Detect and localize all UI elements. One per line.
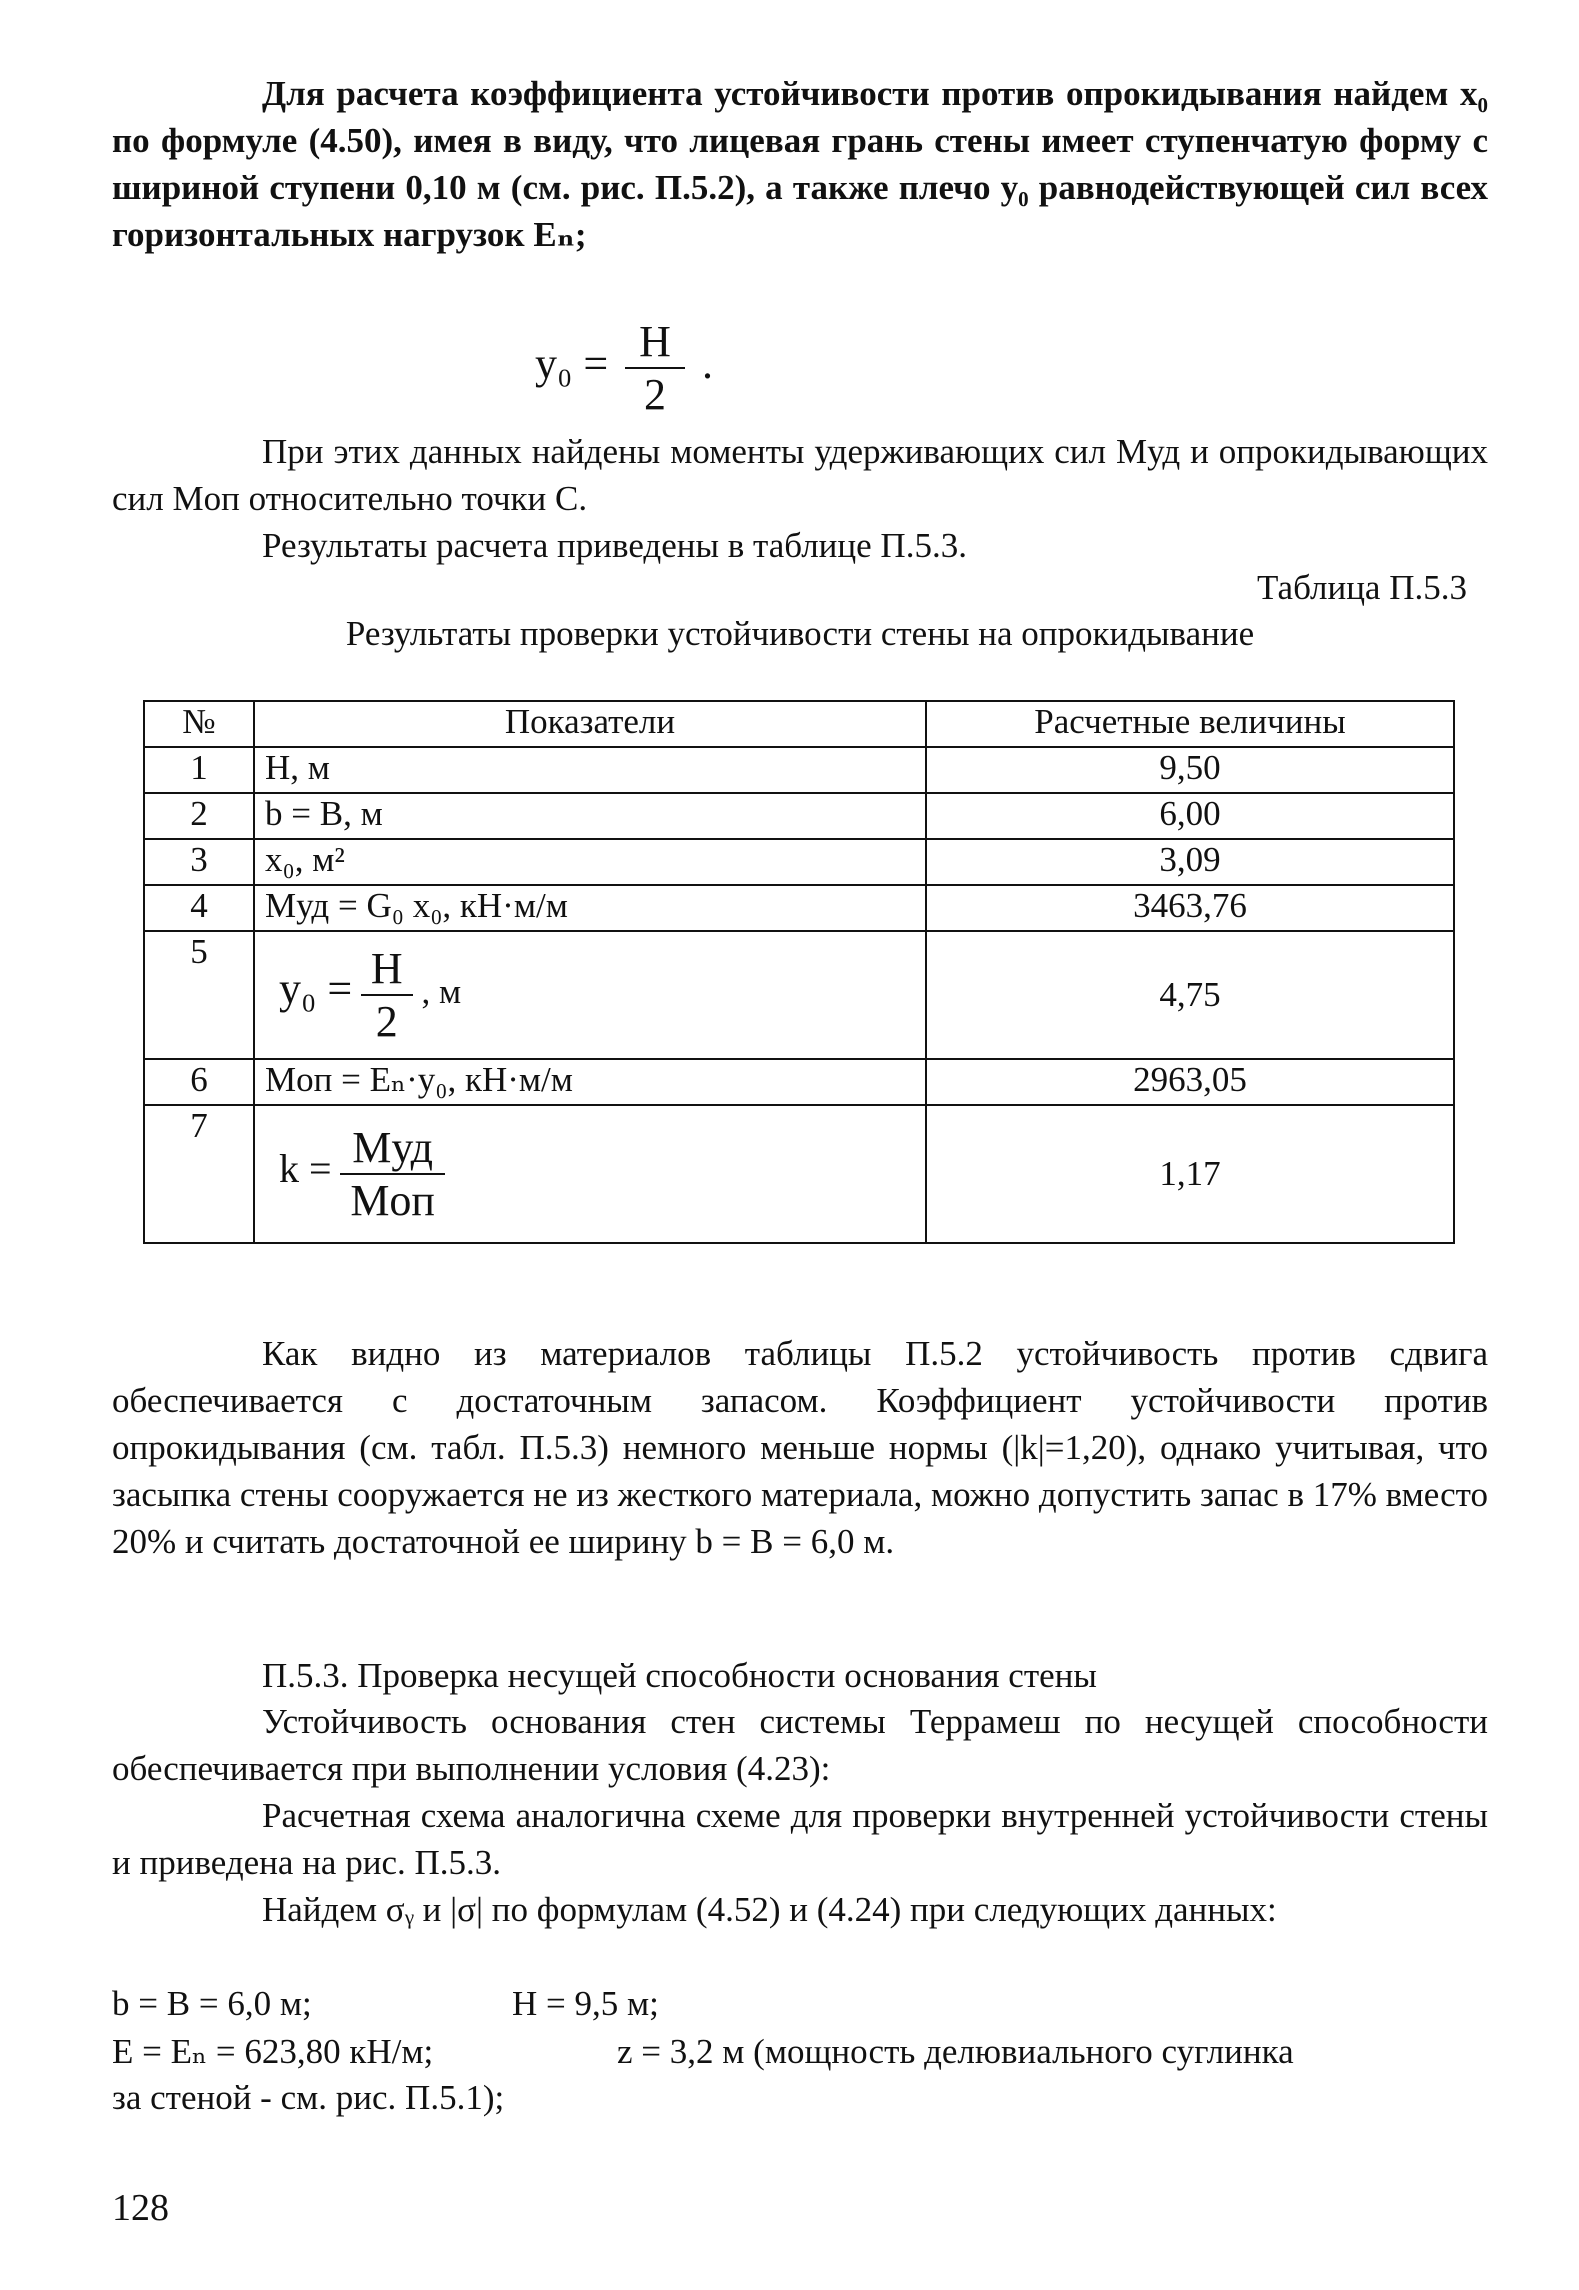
formula-lhs: y₀ = (535, 339, 609, 389)
formula-unit: , м (421, 972, 462, 1012)
row-number: 7 (144, 1105, 254, 1243)
formula-numerator: H (361, 943, 413, 996)
row-number: 6 (144, 1059, 254, 1105)
data-b: b = B = 6,0 м; (112, 1984, 312, 2023)
row-number: 2 (144, 793, 254, 839)
results-table (143, 700, 1455, 1244)
data-line-1 (112, 1980, 1488, 2027)
row-indicator: Mоп = Eₙ·y₀, кН·м/м (254, 1059, 926, 1105)
row-indicator: b = B, м (254, 793, 926, 839)
row-value: 9,50 (926, 747, 1454, 793)
section-heading: П.5.3. Проверка несущей способности основания стены (262, 1656, 1097, 1695)
row-number: 3 (144, 839, 254, 885)
formula-numerator: H (625, 316, 685, 369)
formula-y0 (535, 316, 713, 420)
row-indicator: x₀, м² (254, 839, 926, 885)
row-indicator-formula (254, 931, 926, 1059)
table-row (144, 885, 1454, 931)
page-number: 128 (112, 2187, 169, 2229)
table-row (144, 747, 1454, 793)
row-value: 6,00 (926, 793, 1454, 839)
formula-denominator: 2 (375, 997, 398, 1046)
header-number: № (144, 701, 254, 747)
data-line-2 (112, 2028, 1488, 2075)
table-row (144, 1059, 1454, 1105)
row-value: 1,17 (926, 1105, 1454, 1243)
paragraph-6: Расчетная схема аналогична схеме для проверки внутренней устойчивости стены и приведена на рис. П.5.3. (112, 1796, 1488, 1882)
table-row (144, 793, 1454, 839)
data-line-3: за стеной - см. рис. П.5.1); (112, 2078, 505, 2117)
row-number: 1 (144, 747, 254, 793)
data-h: H = 9,5 м; (512, 1984, 659, 2023)
paragraph-2: При этих данных найдены моменты удерживающих сил Mуд и опрокидывающих сил Mоп относительно точки С. (112, 432, 1488, 518)
formula-tail: . (701, 339, 713, 389)
paragraph-3: Результаты расчета приведены в таблице П.5.3. (262, 526, 967, 565)
formula-numerator: Mуд (340, 1122, 445, 1175)
formula-denominator: Mоп (350, 1176, 435, 1225)
paragraph-7: Найдем σᵧ и |σ| по формулам (4.52) и (4.24) при следующих данных: (262, 1890, 1277, 1929)
data-e: E = Eₙ = 623,80 кН/м; (112, 2032, 434, 2071)
table-row (144, 839, 1454, 885)
formula-fraction (340, 1122, 445, 1226)
row-indicator: H, м (254, 747, 926, 793)
row-value: 3463,76 (926, 885, 1454, 931)
header-values: Расчетные величины (926, 701, 1454, 747)
row-number: 5 (144, 931, 254, 1059)
row-number: 4 (144, 885, 254, 931)
paragraph-5: Устойчивость основания стен системы Террамеш по несущей способности обеспечивается при выполнении условия (4.23): (112, 1702, 1488, 1788)
formula-fraction (361, 943, 413, 1047)
formula-lhs: k = (279, 1146, 332, 1192)
formula-fraction (625, 316, 685, 420)
table-row (144, 1105, 1454, 1243)
table-row (144, 931, 1454, 1059)
row-value: 4,75 (926, 931, 1454, 1059)
paragraph-1: Для расчета коэффициента устойчивости против опрокидывания найдем x₀ по формуле (4.50), имея в виду, что лицевая грань стены имеет ступенчатую форму с шириной ступени 0,10 м (см. рис. П.5.2), а также плечо y₀ равнодействующей сил всех горизонтальных нагрузок Eₙ; (112, 74, 1488, 254)
paragraph-4: Как видно из материалов таблицы П.5.2 устойчивость против сдвига обеспечивается с достаточным запасом. Коэффициент устойчивости против опрокидывания (см. табл. П.5.3) немного меньше нормы (|k|=1,20), однако учитывая, что засыпка стены сооружается не из жесткого материала, можно допустить запас в 17% вместо 20% и считать достаточной ее ширину b = B = 6,0 м. (112, 1334, 1488, 1561)
row-value: 3,09 (926, 839, 1454, 885)
table-label: Таблица П.5.3 (1257, 568, 1467, 607)
formula-denominator: 2 (644, 370, 667, 419)
row-indicator: Mуд = G₀ x₀, кН·м/м (254, 885, 926, 931)
formula-lhs: y₀ = (279, 964, 353, 1014)
row-value: 2963,05 (926, 1059, 1454, 1105)
table-title: Результаты проверки устойчивости стены на опрокидывание (345, 614, 1255, 653)
table-header-row (144, 701, 1454, 747)
row-indicator-formula (254, 1105, 926, 1243)
header-indicators: Показатели (254, 701, 926, 747)
data-z: z = 3,2 м (мощность делювиального суглинка (617, 2032, 1294, 2071)
